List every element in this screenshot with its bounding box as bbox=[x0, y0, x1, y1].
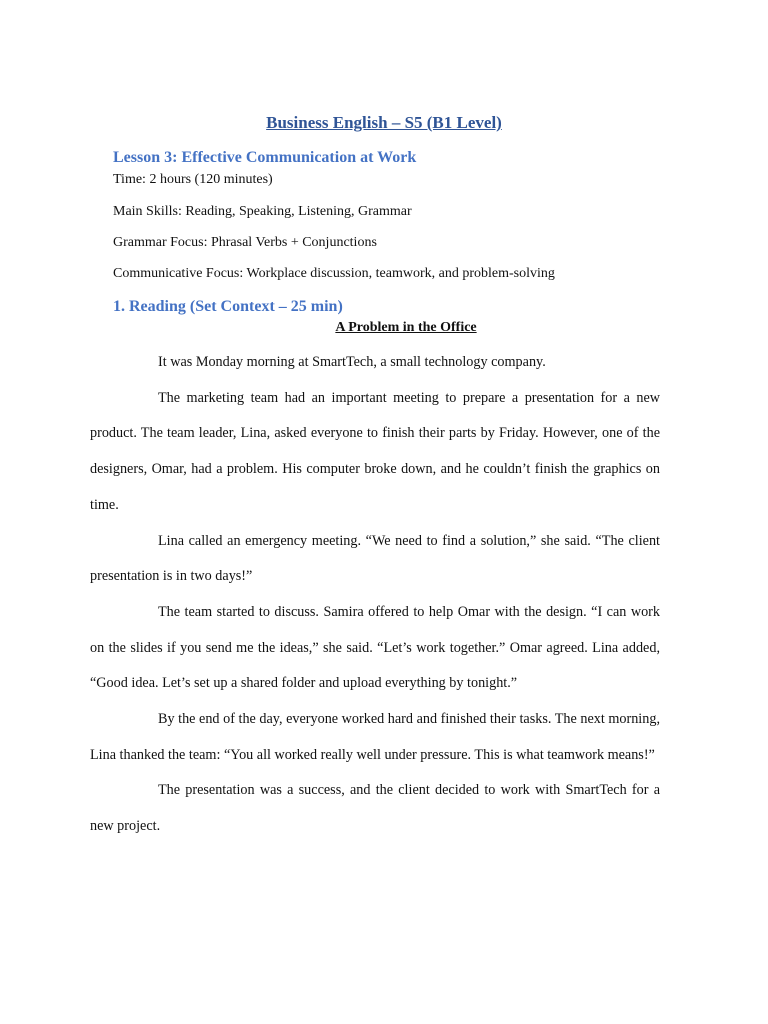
story-paragraph: By the end of the day, everyone worked hard and finished their tasks. The next morning, Lina thanked the team: “You all worked really well under pressure. This is what teamwork means!” bbox=[90, 711, 660, 763]
story-paragraph: The marketing team had an important meeting to prepare a presentation for a new product. The team leader, Lina, asked everyone to finish their parts by Friday. However, one of the designers, Omar, had a problem. His computer broke down, and he couldn’t finish the graphics on time. bbox=[90, 389, 660, 513]
story-paragraph: Lina called an emergency meeting. “We need to find a solution,” she said. “The client presentation is in two days!” bbox=[90, 532, 660, 585]
lesson-heading: Lesson 3: Effective Communication at Work bbox=[113, 149, 417, 166]
story-body bbox=[90, 345, 660, 845]
story-paragraph: The presentation was a success, and the client decided to work with SmartTech for a new project. bbox=[90, 782, 660, 835]
story-title: A Problem in the Office bbox=[335, 320, 477, 335]
lesson-communicative-focus: Communicative Focus: Workplace discussion, teamwork, and problem-solving bbox=[113, 266, 555, 281]
lesson-time: Time: 2 hours (120 minutes) bbox=[113, 172, 273, 187]
reading-section-heading: 1. Reading (Set Context – 25 min) bbox=[113, 298, 343, 315]
document-title: Business English – S5 (B1 Level) bbox=[266, 113, 502, 132]
lesson-main-skills: Main Skills: Reading, Speaking, Listening, Grammar bbox=[113, 204, 412, 219]
story-paragraph: The team started to discuss. Samira offered to help Omar with the design. “I can work on the slides if you send me the ideas,” she said. “Let’s work together.” Omar agreed. Lina added, “Good idea. Let’s set up a shared folder and upload everything by tonight.” bbox=[90, 603, 660, 692]
lesson-grammar-focus: Grammar Focus: Phrasal Verbs + Conjunctions bbox=[113, 235, 377, 250]
story-paragraph: It was Monday morning at SmartTech, a small technology company. bbox=[158, 354, 546, 370]
